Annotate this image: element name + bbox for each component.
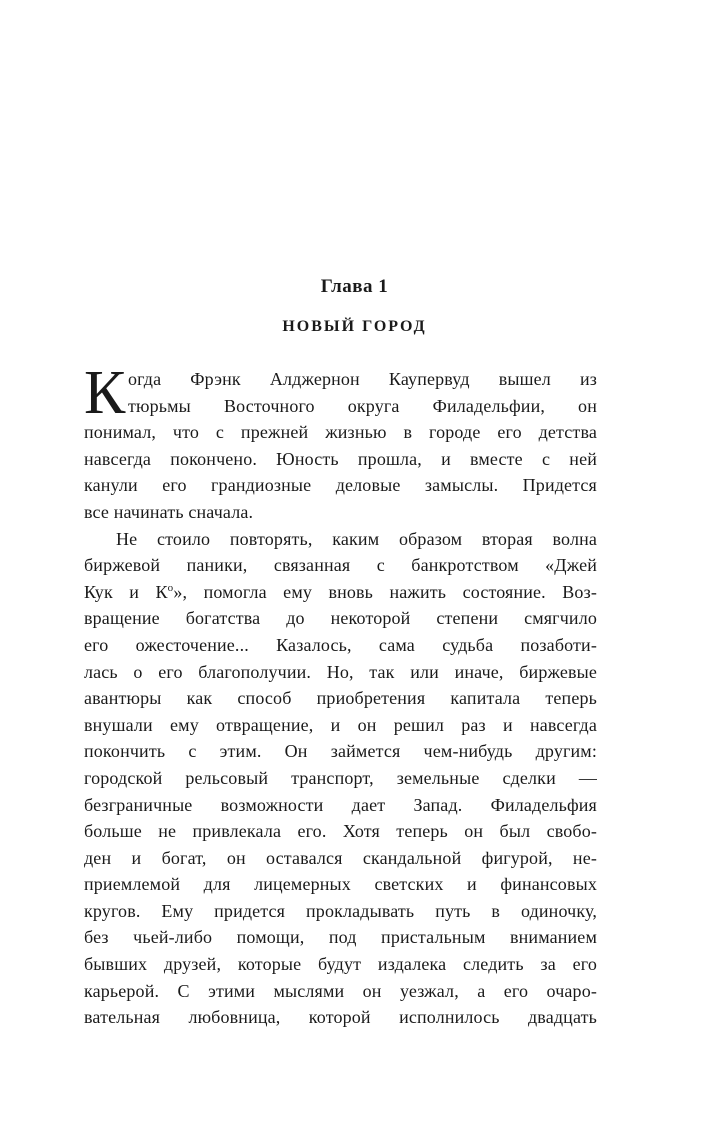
superscript-o: о bbox=[167, 581, 174, 594]
text-line: тюрьмы Восточного округа Филадельфии, он bbox=[128, 395, 597, 416]
text-line: кругов. Ему придется прокладывать путь в одиночку, bbox=[84, 900, 597, 921]
text-line: все начинать сначала. bbox=[84, 501, 254, 522]
text-line: Не стоило повторять, каким образом вторая волна bbox=[116, 528, 597, 549]
text-line: авантюры как способ приобретения капитала теперь bbox=[84, 688, 597, 709]
text-line: его ожесточение... Казалось, сама судьба позаботи- bbox=[84, 634, 597, 655]
paragraph-2 bbox=[84, 526, 597, 1031]
text-line: городской рельсовый транспорт, земельные сделки — bbox=[84, 767, 597, 788]
text-fragment: », помогла ему вновь нажить состояние. Воз- bbox=[173, 581, 597, 602]
chapter-number: Глава 1 bbox=[320, 276, 389, 297]
text-line: приемлемой для лицемерных светских и финансовых bbox=[84, 874, 597, 895]
paragraph-1 bbox=[84, 359, 597, 526]
text-line: лась о его благополучии. Но, так или иначе, биржевые bbox=[84, 661, 597, 682]
text-line: бывших друзей, которые будут издалека следить за его bbox=[84, 954, 597, 975]
text-line: покончить с этим. Он займется чем-нибудь другим: bbox=[84, 741, 597, 762]
text-line-with-superscript bbox=[84, 579, 597, 606]
body-text bbox=[84, 359, 597, 1031]
chapter-title: НОВЫЙ ГОРОД bbox=[282, 318, 427, 335]
text-line: вательная любовница, которой исполнилось двадцать bbox=[84, 1007, 597, 1028]
text-line: вращение богатства до некоторой степени смягчило bbox=[84, 608, 597, 629]
text-line: понимал, что с прежней жизнью в городе его детства bbox=[84, 422, 597, 443]
text-line: огда Фрэнк Алджернон Каупервуд вышел из bbox=[128, 369, 597, 389]
text-line: биржевой паники, связанная с банкротством «Джей bbox=[84, 555, 597, 576]
text-line: без чьей-либо помощи, под пристальным вниманием bbox=[84, 927, 597, 948]
text-line: карьерой. С этими мыслями он уезжал, а его очаро- bbox=[84, 980, 597, 1001]
text-line: безграничные возможности дает Запад. Филадельфия bbox=[84, 794, 597, 815]
text-line: внушали ему отвращение, и он решил раз и навсегда bbox=[84, 714, 597, 735]
text-line: ден и богат, он оставался скандальной фигурой, не- bbox=[84, 847, 597, 868]
drop-cap: К bbox=[84, 359, 126, 427]
text-fragment: Кук и К bbox=[84, 581, 168, 602]
text-line: больше не привлекала его. Хотя теперь он был свобо- bbox=[84, 821, 597, 842]
text-line: канули его грандиозные деловые замыслы. Придется bbox=[84, 475, 597, 496]
text-line: навсегда покончено. Юность прошла, и вместе с ней bbox=[84, 448, 597, 469]
